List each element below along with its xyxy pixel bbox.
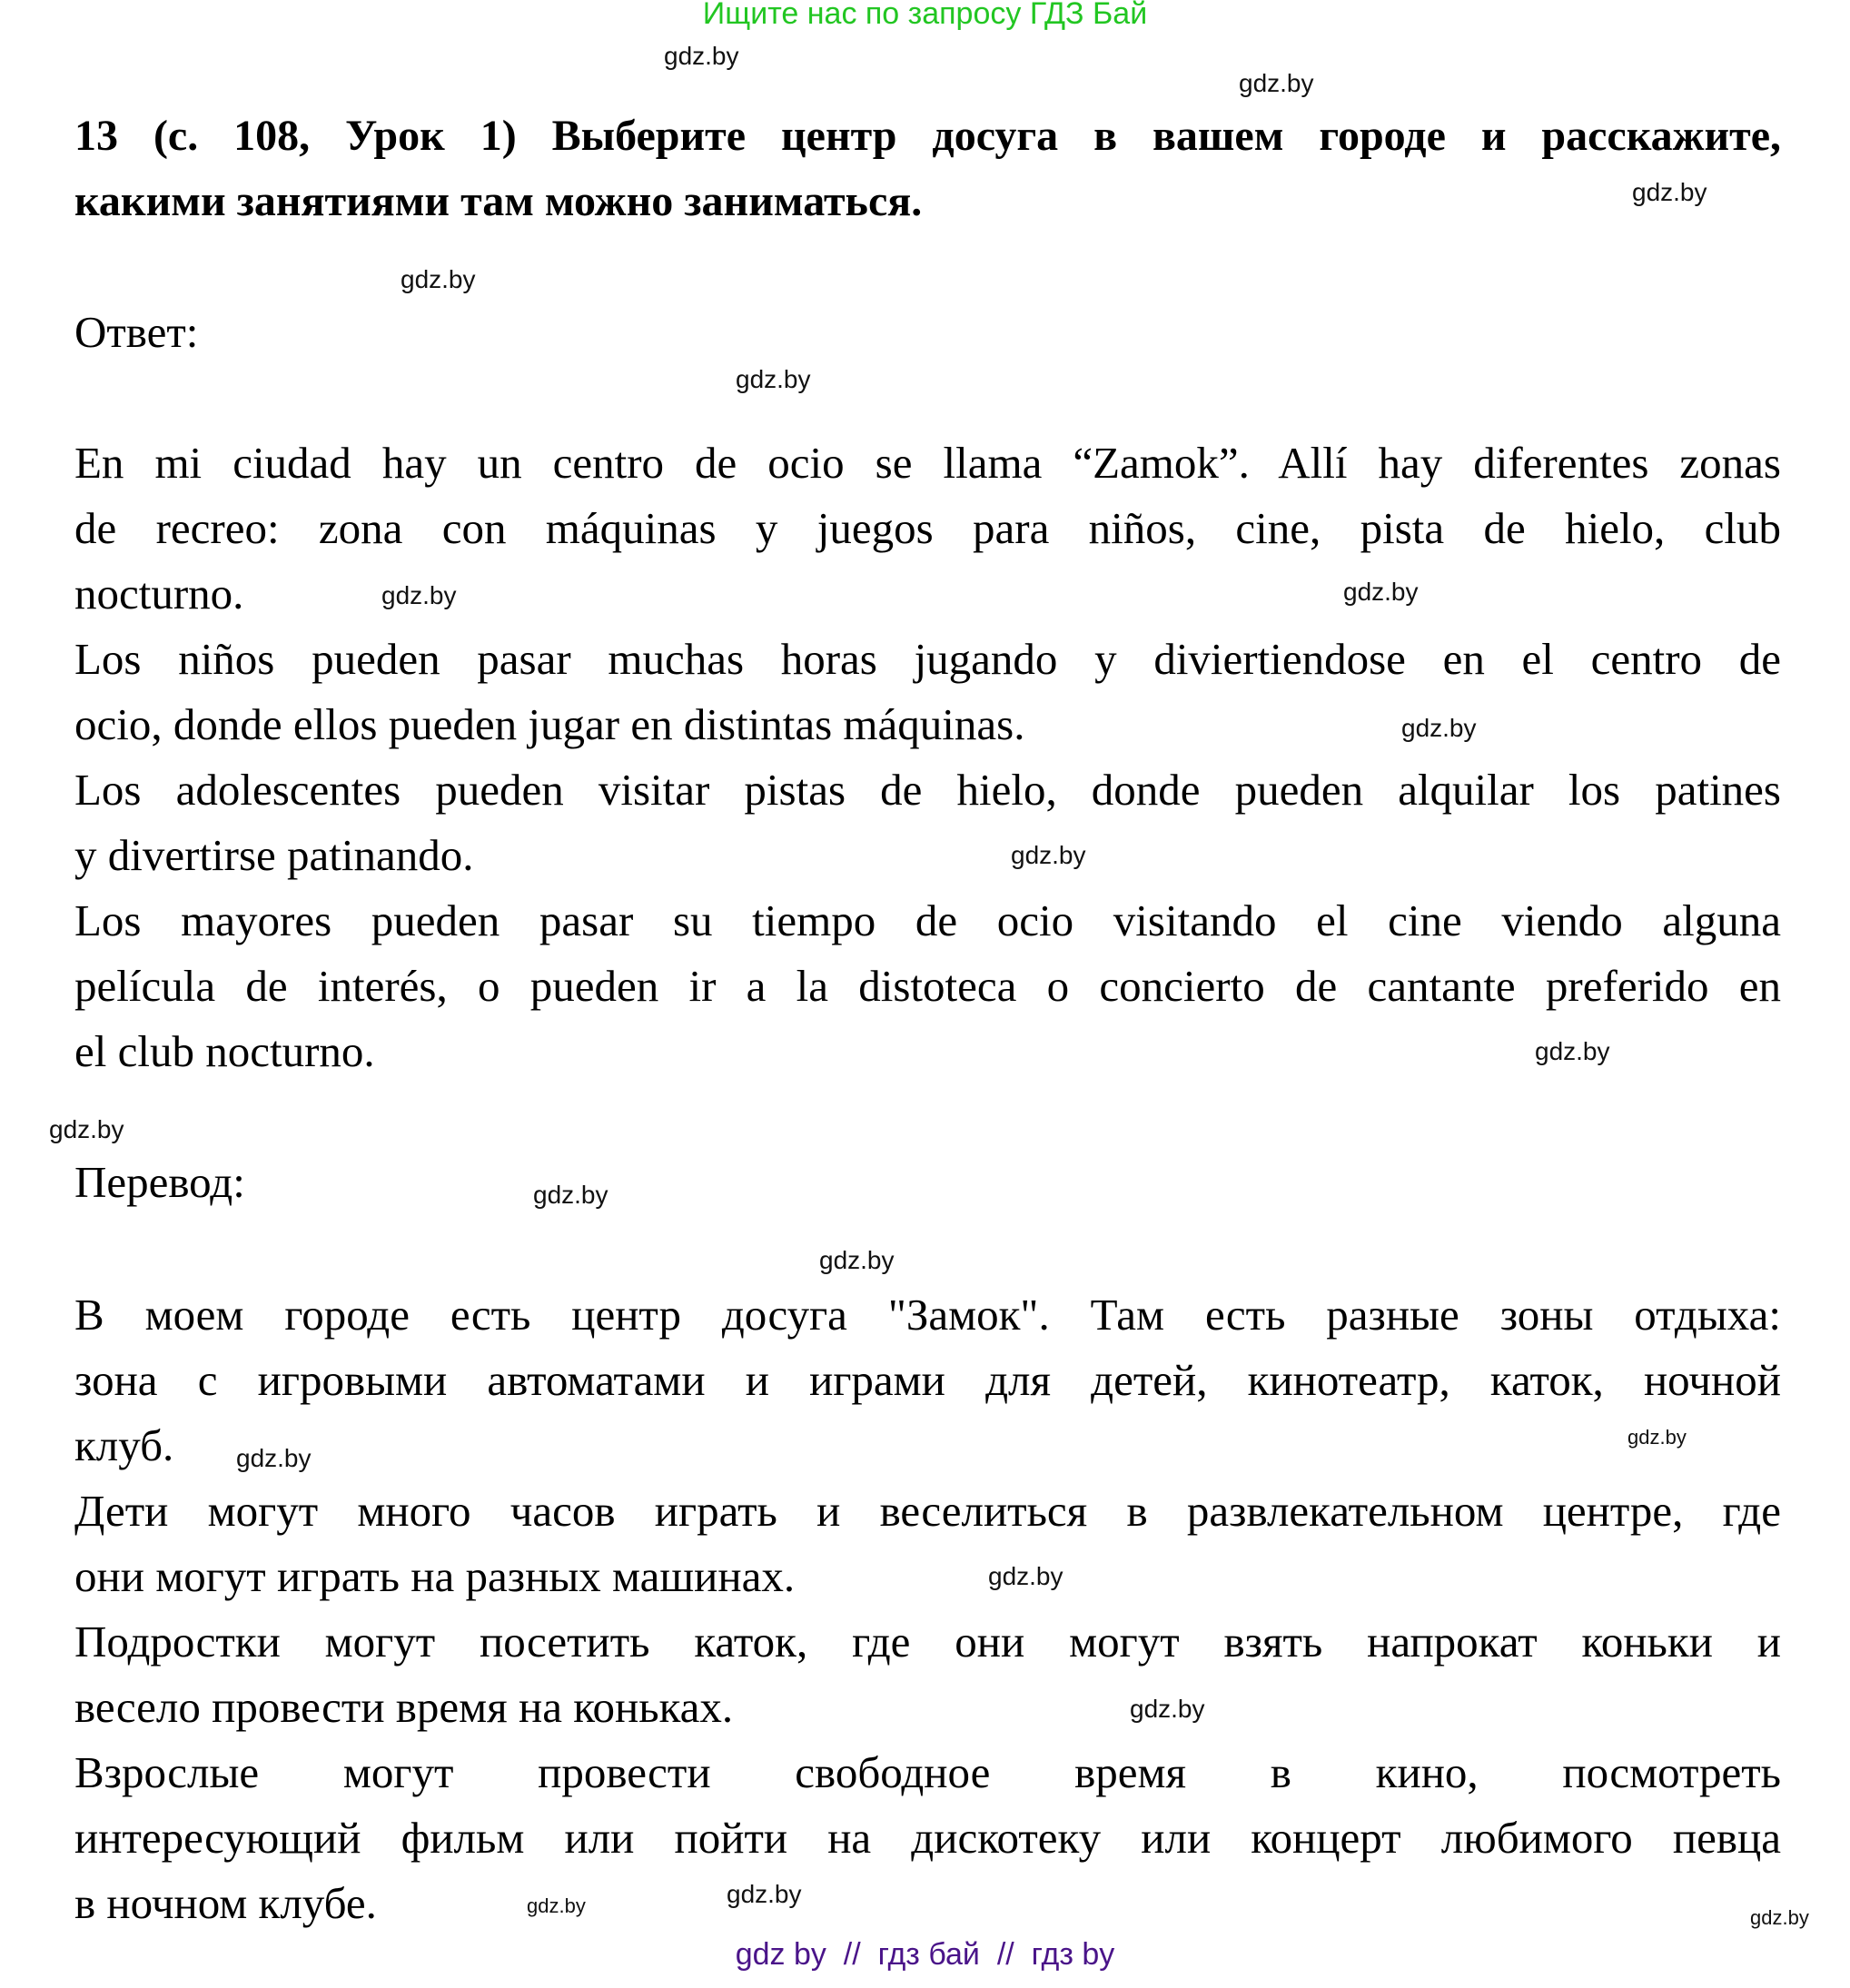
watermark: gdz.by <box>527 1894 586 1917</box>
paragraph-line: Los adolescentes pueden visitar pistas de hielo, donde pueden alquilar los patines <box>74 765 1781 815</box>
paragraph-line: они могут играть на разных машинах. <box>74 1551 796 1601</box>
translation-label: Перевод: <box>74 1157 245 1207</box>
paragraph-line: зона с игровыми автоматами и играми для детей, кинотеатр, каток, ночной <box>74 1355 1781 1405</box>
watermark: gdz.by <box>236 1444 312 1472</box>
paragraph-line: интересующий фильм или пойти на дискотеку или концерт любимого певца <box>74 1813 1781 1863</box>
watermark: gdz.by <box>1130 1695 1205 1723</box>
watermark: gdz.by <box>736 365 811 393</box>
search-banner: Ищите нас по запросу ГДЗ Бай <box>702 0 1148 31</box>
watermark: gdz.by <box>381 581 457 609</box>
paragraph-line: весело провести время на коньках. <box>74 1682 734 1732</box>
watermark: gdz.by <box>401 265 476 293</box>
paragraph-line: ocio, donde ellos pueden jugar en distintas máquinas. <box>74 699 1025 749</box>
paragraph-line: В моем городе есть центр досуга "Замок". Там есть разные зоны отдыха: <box>74 1290 1781 1340</box>
answer-label: Ответ: <box>74 307 199 357</box>
watermark: gdz.by <box>727 1880 802 1908</box>
watermark: gdz.by <box>49 1115 124 1143</box>
watermark: gdz.by <box>1632 178 1707 206</box>
paragraph-line: el club nocturno. <box>74 1026 375 1076</box>
paragraph-line: y divertirse patinando. <box>74 830 474 880</box>
watermark: gdz.by <box>1401 714 1477 742</box>
watermark: gdz.by <box>1627 1426 1687 1449</box>
paragraph-line: Дети могут много часов играть и веселиться в развлекательном центре, где <box>74 1486 1781 1536</box>
footer-links: gdz by // гдз бай // гдз by <box>735 1937 1115 1972</box>
paragraph-line: клуб. <box>74 1420 174 1470</box>
watermark: gdz.by <box>988 1562 1064 1590</box>
paragraph-line: película de interés, o pueden ir a la distoteca o concierto de cantante preferido en <box>74 961 1781 1011</box>
paragraph-line: nocturno. <box>74 569 244 618</box>
task-heading <box>74 104 1781 234</box>
answer-text <box>74 430 1781 1084</box>
watermark: gdz.by <box>1535 1037 1610 1065</box>
paragraph-line: Подростки могут посетить каток, где они могут взять напрокат коньки и <box>74 1617 1781 1667</box>
heading-line: какими занятиями там можно заниматься. <box>74 177 923 225</box>
watermark: gdz.by <box>1239 69 1314 97</box>
watermark: gdz.by <box>1750 1906 1809 1929</box>
watermark: gdz.by <box>819 1246 895 1274</box>
watermark: gdz.by <box>664 42 739 70</box>
paragraph-line: в ночном клубе. <box>74 1878 377 1928</box>
paragraph-line: En mi ciudad hay un centro de ocio se llama “Zamok”. Allí hay diferentes zonas <box>74 438 1781 488</box>
paragraph-line: Взрослые могут провести свободное время в кино, посмотреть <box>74 1747 1781 1797</box>
paragraph-line: Los mayores pueden pasar su tiempo de ocio visitando el cine viendo alguna <box>74 895 1781 945</box>
paragraph-line: Los niños pueden pasar muchas horas jugando y diviertiendose en el centro de <box>74 634 1781 684</box>
watermark: gdz.by <box>533 1181 608 1209</box>
watermark: gdz.by <box>1343 578 1419 606</box>
translation-text <box>74 1282 1781 1936</box>
heading-line: 13 (с. 108, Урок 1) Выберите центр досуга в вашем городе и расскажите, <box>74 112 1781 160</box>
paragraph-line: de recreo: zona con máquinas y juegos para niños, cine, pista de hielo, club <box>74 503 1781 553</box>
watermark: gdz.by <box>1011 841 1086 869</box>
